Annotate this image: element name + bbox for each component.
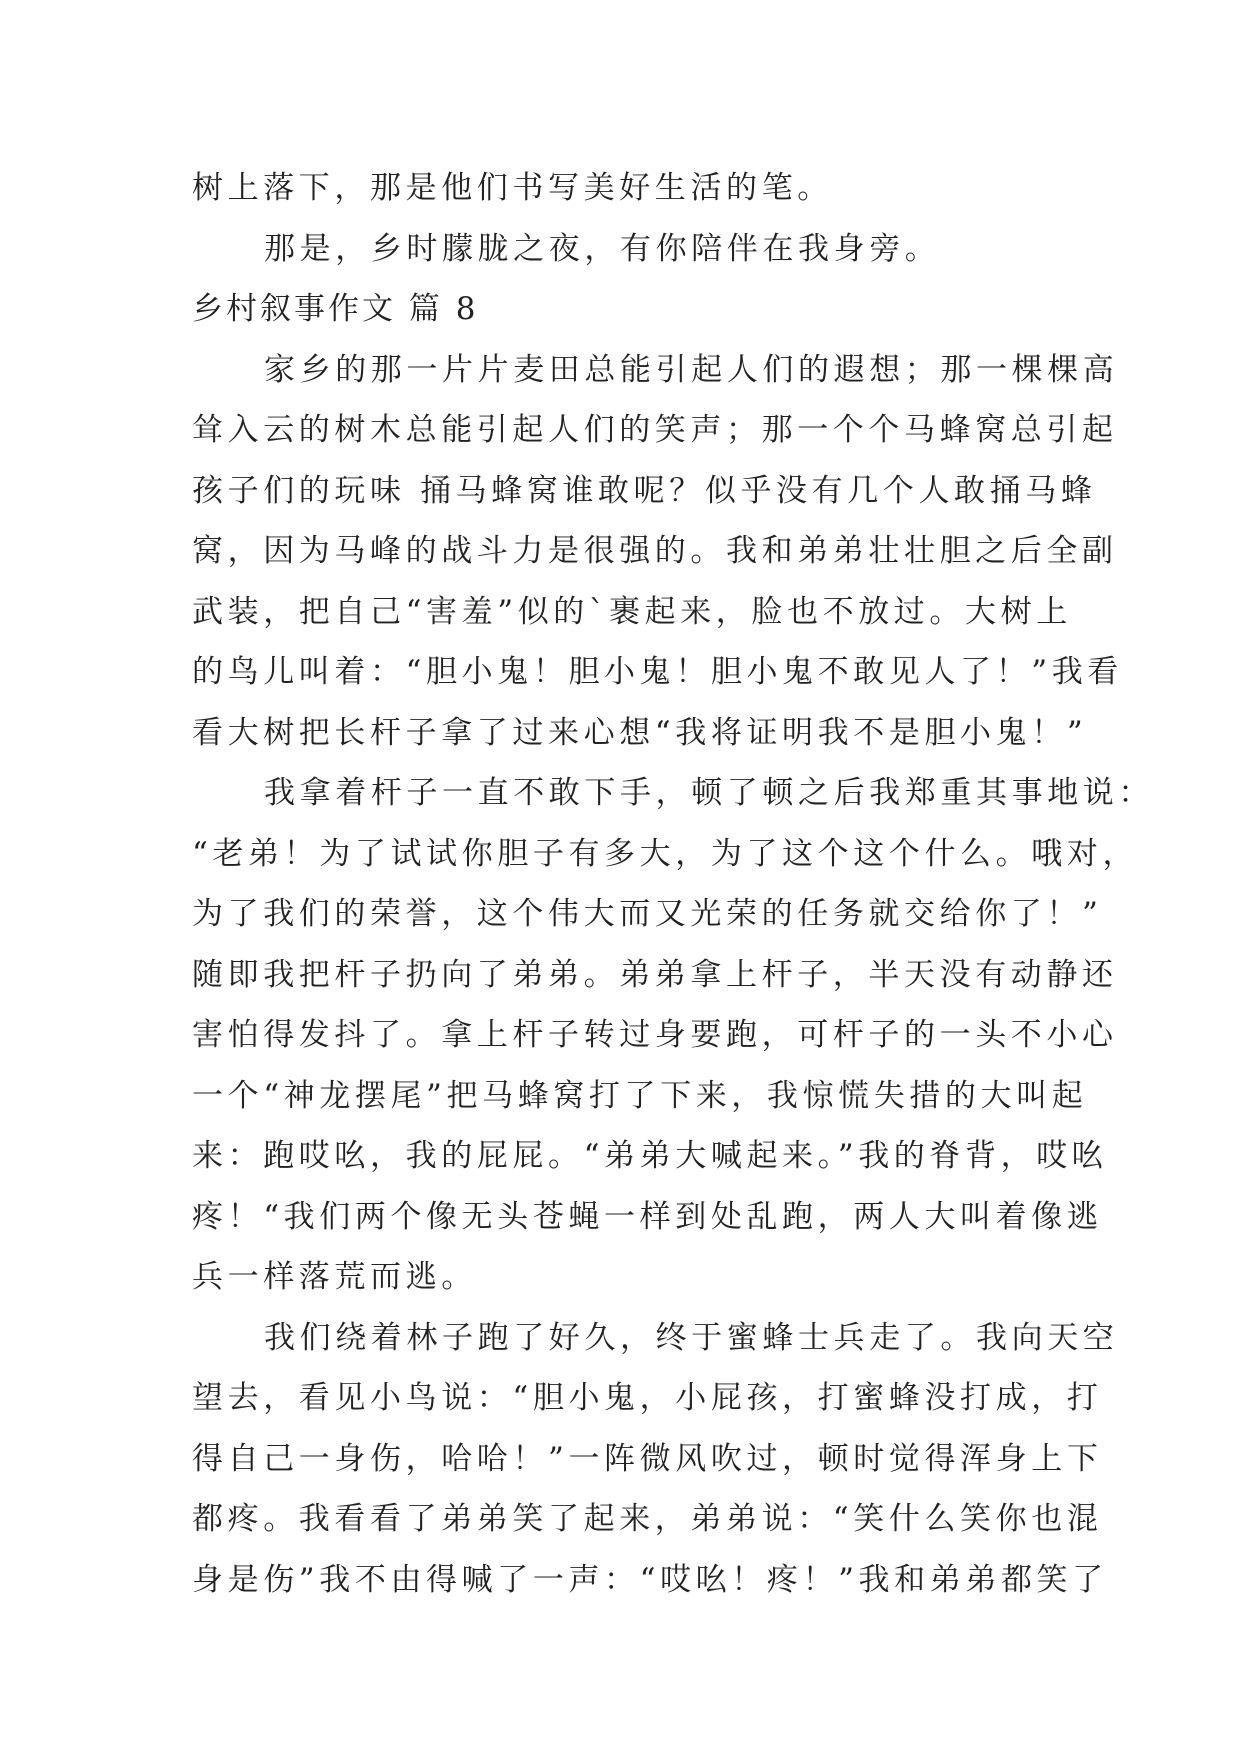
text-line: 武装，把自己“害羞”似的`裹起来，脸也不放过。大树上 [192, 593, 1072, 630]
text-line: 疼！“我们两个像无头苍蝇一样到处乱跑，两人大叫着像逃 [192, 1198, 1103, 1235]
text-line: 我拿着杆子一直不敢下手，顿了顿之后我郑重其事地说： [264, 775, 1154, 811]
section-heading: 乡村叙事作文 篇 8 [192, 291, 479, 327]
text-line: 我们绕着林子跑了好久，终于蜜蜂士兵走了。我向天空 [264, 1319, 1119, 1356]
text-line: 那是，乡时朦胧之夜，有你陪伴在我身旁。 [264, 230, 941, 267]
text-line: 兵一样落荒而逃。 [192, 1259, 477, 1295]
text-line: 孩子们的玩味 捅马蜂窝谁敢呢？似乎没有几个人敢捅马蜂 [192, 472, 1097, 509]
text-line: 窝，因为马峰的战斗力是很强的。我和弟弟壮壮胆之后全副 [192, 533, 1118, 569]
text-line: 家乡的那一片片麦田总能引起人们的遐想；那一棵棵高 [264, 351, 1119, 388]
text-line: 都疼。我看看了弟弟笑了起来，弟弟说：“笑什么笑你也混 [192, 1501, 1103, 1537]
text-line: 为了我们的荣誉，这个伟大而又光荣的任务就交给你了！” [192, 896, 1103, 932]
text-line: 看大树把长杆子拿了过来心想“我将证明我不是胆小鬼！” [192, 714, 1088, 751]
text-line: 望去，看见小鸟说：“胆小鬼，小屁孩，打蜜蜂没打成，打 [192, 1380, 1103, 1416]
text-line: 的鸟儿叫着：“胆小鬼！胆小鬼！胆小鬼不敢见人了！”我看 [192, 654, 1123, 690]
text-line: 耸入云的树木总能引起人们的笑声；那一个个马蜂窝总引起 [192, 412, 1118, 448]
text-line: 随即我把杆子扔向了弟弟。弟弟拿上杆子，半天没有动静还 [192, 956, 1118, 993]
text-line: 害怕得发抖了。拿上杆子转过身要跑，可杆子的一头不小心 [192, 1017, 1118, 1053]
document-body [192, 158, 1154, 1610]
text-line: 一个“神龙摆尾”把马蜂窝打了下来，我惊慌失措的大叫起 [192, 1077, 1088, 1114]
text-line: 得自己一身伤，哈哈！”一阵微风吹过，顿时觉得浑身上下 [192, 1440, 1103, 1477]
text-line: 身是伤”我不由得喊了一声：“哎吆！疼！”我和弟弟都笑了 [192, 1561, 1108, 1598]
text-line: 树上落下，那是他们书写美好生活的笔。 [192, 170, 833, 206]
text-line: “老弟！为了试试你胆子有多大，为了这个这个什么。哦对， [192, 835, 1139, 872]
text-line: 来：跑哎吆，我的屁屁。“弟弟大喊起来。”我的脊背，哎吆 [192, 1138, 1108, 1174]
